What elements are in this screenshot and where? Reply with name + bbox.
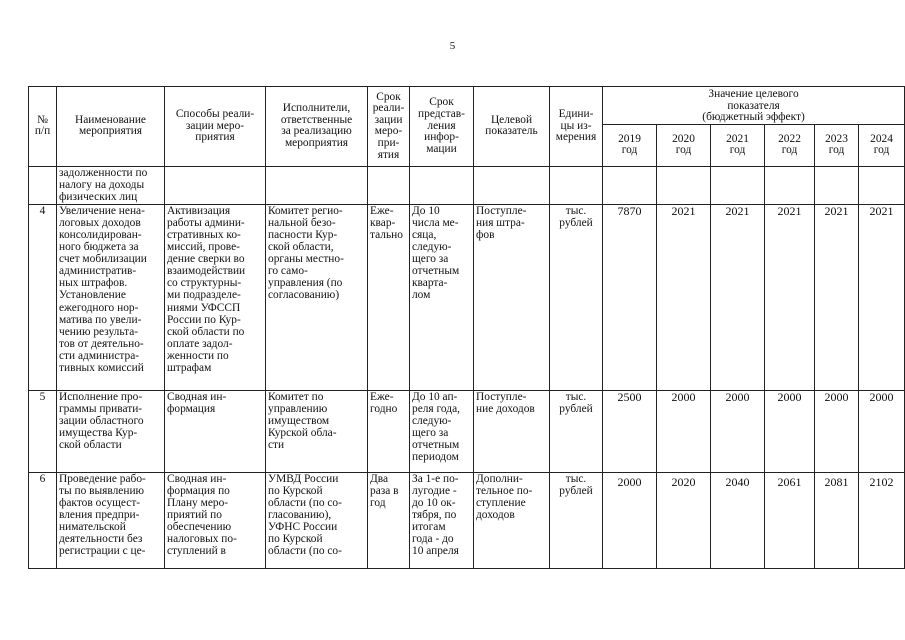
row-value: 2021	[859, 204, 905, 390]
row-name: Увеличение нена- логовых доходов консолидирован- ного бюджета за счет мобилизации административ- ных штрафов. Установление ежегодного нор- матива по увели- чению результа- тов от деятельно- сти администра- тивных комиссий	[57, 204, 165, 390]
row-indicator: Поступле- ние доходов	[474, 390, 550, 472]
row-methods: Активизация работы админи- стративных ко- миссий, прове- дение сверки во взаимодействии со структурны- ми подразделе- ниями УФССП России по Кур- ской области по оплате задол- женности по штрафам	[165, 204, 266, 390]
row-report: До 10 числа ме- сяца, следую- щего за отчетным кварта- лом	[410, 204, 474, 390]
row-value	[859, 166, 905, 204]
row-term: Два раза в год	[368, 472, 410, 568]
row-term: Еже- квар- тально	[368, 204, 410, 390]
header-report: Срок представ- ления инфор- мации	[410, 87, 474, 167]
row-value	[711, 166, 765, 204]
row-value: 2500	[603, 390, 657, 472]
row-unit: тыс. рублей	[550, 204, 603, 390]
row-value: 2000	[603, 472, 657, 568]
table-row	[29, 390, 905, 472]
table-row	[29, 166, 905, 204]
row-value	[815, 166, 859, 204]
row-no: 6	[29, 472, 57, 568]
row-report: До 10 ап- реля года, следую- щего за отчетным периодом	[410, 390, 474, 472]
header-term: Срок реали- зации меро- при- ятия	[368, 87, 410, 167]
table-row	[29, 204, 905, 390]
header-value-group: Значение целевого показателя (бюджетный эффект)	[603, 87, 905, 125]
header-methods: Способы реали- зации меро- приятия	[165, 87, 266, 167]
row-value: 2000	[815, 390, 859, 472]
row-executors: Комитет по управлению имуществом Курской обла- сти	[266, 390, 368, 472]
row-value	[657, 166, 711, 204]
row-no	[29, 166, 57, 204]
row-executors: Комитет регио- нальной безо- пасности Кур- ской области, органы местно- го само- управления (по согласованию)	[266, 204, 368, 390]
row-term	[368, 166, 410, 204]
row-indicator: Поступле- ния штра- фов	[474, 204, 550, 390]
table-row	[29, 472, 905, 568]
row-name: задолженности по налогу на доходы физических лиц	[57, 166, 165, 204]
row-value	[603, 166, 657, 204]
row-value: 2020	[657, 472, 711, 568]
row-value: 2000	[765, 390, 815, 472]
header-year: 2021 год	[711, 124, 765, 166]
header-year: 2019 год	[603, 124, 657, 166]
row-value: 2021	[657, 204, 711, 390]
row-value	[765, 166, 815, 204]
page-number: 5	[449, 40, 456, 52]
row-value: 2000	[711, 390, 765, 472]
row-no: 5	[29, 390, 57, 472]
row-unit: тыс. рублей	[550, 390, 603, 472]
row-value: 2102	[859, 472, 905, 568]
row-no: 4	[29, 204, 57, 390]
row-value: 2021	[765, 204, 815, 390]
row-value: 2021	[815, 204, 859, 390]
header-year: 2020 год	[657, 124, 711, 166]
row-name: Исполнение про- граммы привати- зации областного имущества Кур- ской области	[57, 390, 165, 472]
row-unit	[550, 166, 603, 204]
row-value: 2021	[711, 204, 765, 390]
row-term: Еже- годно	[368, 390, 410, 472]
row-indicator	[474, 166, 550, 204]
header-indicator: Целевой показатель	[474, 87, 550, 167]
row-methods: Сводная ин- формация по Плану меро- приятий по обеспечению налоговых по- ступлений в	[165, 472, 266, 568]
header-unit: Едини- цы из- мерения	[550, 87, 603, 167]
row-value: 2040	[711, 472, 765, 568]
header-no: № п/п	[29, 87, 57, 167]
row-report: За 1-е по- лугодие - до 10 ок- тября, по итогам года - до 10 апреля	[410, 472, 474, 568]
row-value: 7870	[603, 204, 657, 390]
row-value: 2061	[765, 472, 815, 568]
row-methods	[165, 166, 266, 204]
row-unit: тыс. рублей	[550, 472, 603, 568]
row-value: 2000	[859, 390, 905, 472]
row-value: 2081	[815, 472, 859, 568]
row-report	[410, 166, 474, 204]
row-methods: Сводная ин- формация	[165, 390, 266, 472]
row-executors	[266, 166, 368, 204]
row-indicator: Дополни- тельное по- ступление доходов	[474, 472, 550, 568]
header-name: Наименование мероприятия	[57, 87, 165, 167]
header-year: 2024 год	[859, 124, 905, 166]
row-name: Проведение рабо- ты по выявлению фактов осущест- вления предпри- нимательской деятельности без регистрации с це-	[57, 472, 165, 568]
row-value: 2000	[657, 390, 711, 472]
header-executors: Исполнители, ответственные за реализацию мероприятия	[266, 87, 368, 167]
measures-table	[28, 86, 905, 569]
header-year: 2023 год	[815, 124, 859, 166]
row-executors: УМВД России по Курской области (по со- гласованию), УФНС России по Курской области (по со-	[266, 472, 368, 568]
header-year: 2022 год	[765, 124, 815, 166]
